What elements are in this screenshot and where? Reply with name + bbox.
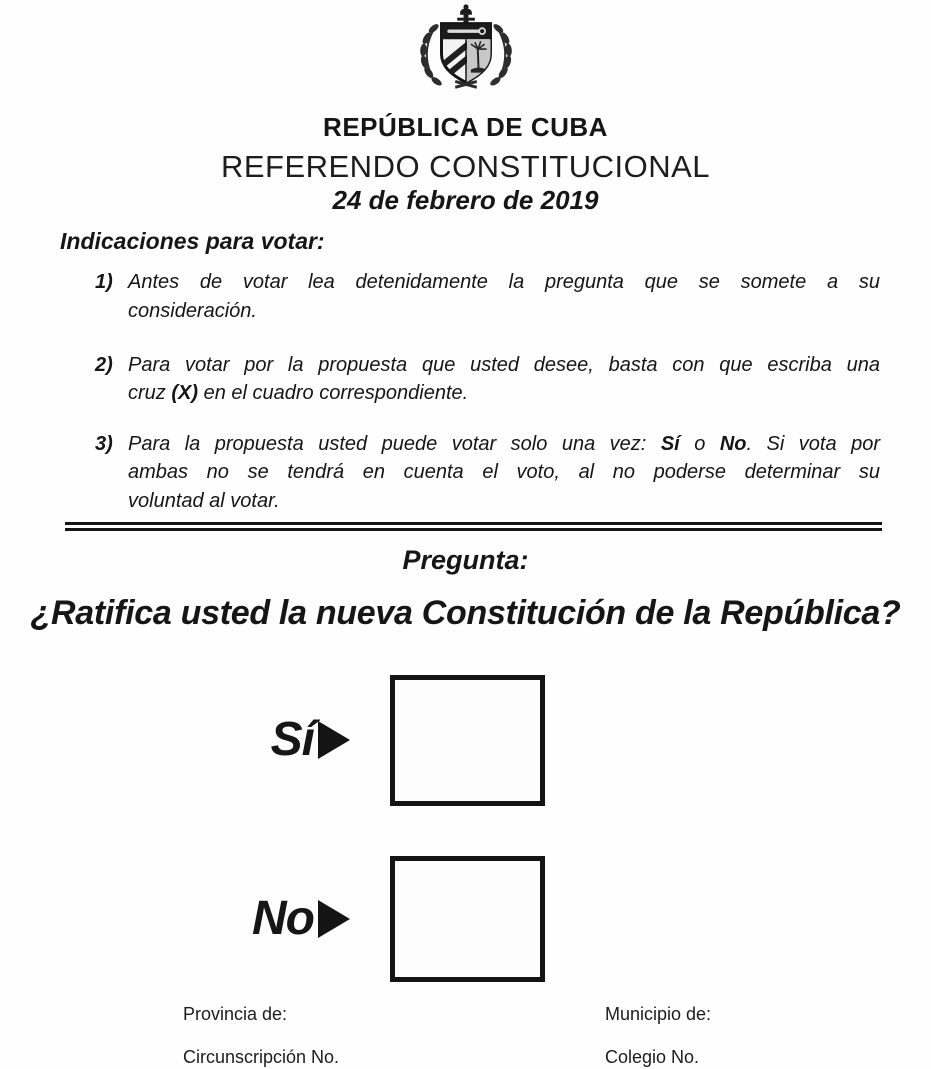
instruction-item-1 xyxy=(95,268,880,325)
option-no-label: No xyxy=(252,891,314,945)
option-no-label-group xyxy=(0,891,350,945)
option-si-label: Sí xyxy=(270,713,314,766)
right-arrow-icon xyxy=(318,721,350,759)
colegio-label: Colegio No. xyxy=(605,1046,700,1067)
footer-row-1 xyxy=(0,1004,931,1025)
instruction-3-line-1: Para la propuesta usted puede votar solo una vez: Sí o No. Si vota por xyxy=(128,432,880,455)
provincia-label: Provincia de: xyxy=(183,1003,288,1024)
instructions-section xyxy=(60,228,880,515)
municipio-label: Municipio de: xyxy=(605,1003,712,1024)
referendum-date: 24 de febrero de 2019 xyxy=(332,184,599,215)
item-3-number: 3) xyxy=(95,432,113,455)
instruction-1-line-1: Antes de votar lea detenidamente la pregunta que se somete a su xyxy=(128,271,880,294)
right-arrow-icon xyxy=(318,900,350,938)
instruction-2-line-2: cruz (X) en el cuadro correspondiente. xyxy=(128,382,469,405)
instruction-3-line-2: ambas no se tendrá en cuenta el voto, al no poderse determinar su xyxy=(128,461,880,484)
instructions-heading: Indicaciones para votar: xyxy=(60,228,325,255)
referendum-question: ¿Ratifica usted la nueva Constitución de la República? xyxy=(30,593,901,632)
instruction-item-3 xyxy=(95,430,880,515)
option-no-checkbox[interactable] xyxy=(390,856,545,982)
country-title: REPÚBLICA DE CUBA xyxy=(323,112,608,142)
instruction-3-line-3: voluntad al votar. xyxy=(128,489,280,512)
ballot-footer xyxy=(0,1004,931,1068)
item-1-number: 1) xyxy=(95,271,113,294)
item-2-number: 2) xyxy=(95,354,113,377)
instruction-1-line-2: consideración. xyxy=(128,299,257,322)
instruction-item-2 xyxy=(95,351,880,408)
footer-row-2 xyxy=(0,1047,931,1068)
double-rule-divider xyxy=(65,522,882,531)
referendum-title: REFERENDO CONSTITUCIONAL xyxy=(220,148,711,184)
option-row-no xyxy=(0,856,931,982)
option-row-si xyxy=(0,675,931,806)
cuba-coat-of-arms-icon xyxy=(410,3,522,101)
option-si-label-group xyxy=(0,713,350,766)
option-si-checkbox[interactable] xyxy=(390,675,545,806)
instruction-2-line-1: Para votar por la propuesta que usted desee, basta con que escriba una xyxy=(128,354,880,377)
question-heading: Pregunta: xyxy=(402,545,529,576)
circunscripcion-label: Circunscripción No. xyxy=(183,1046,340,1067)
